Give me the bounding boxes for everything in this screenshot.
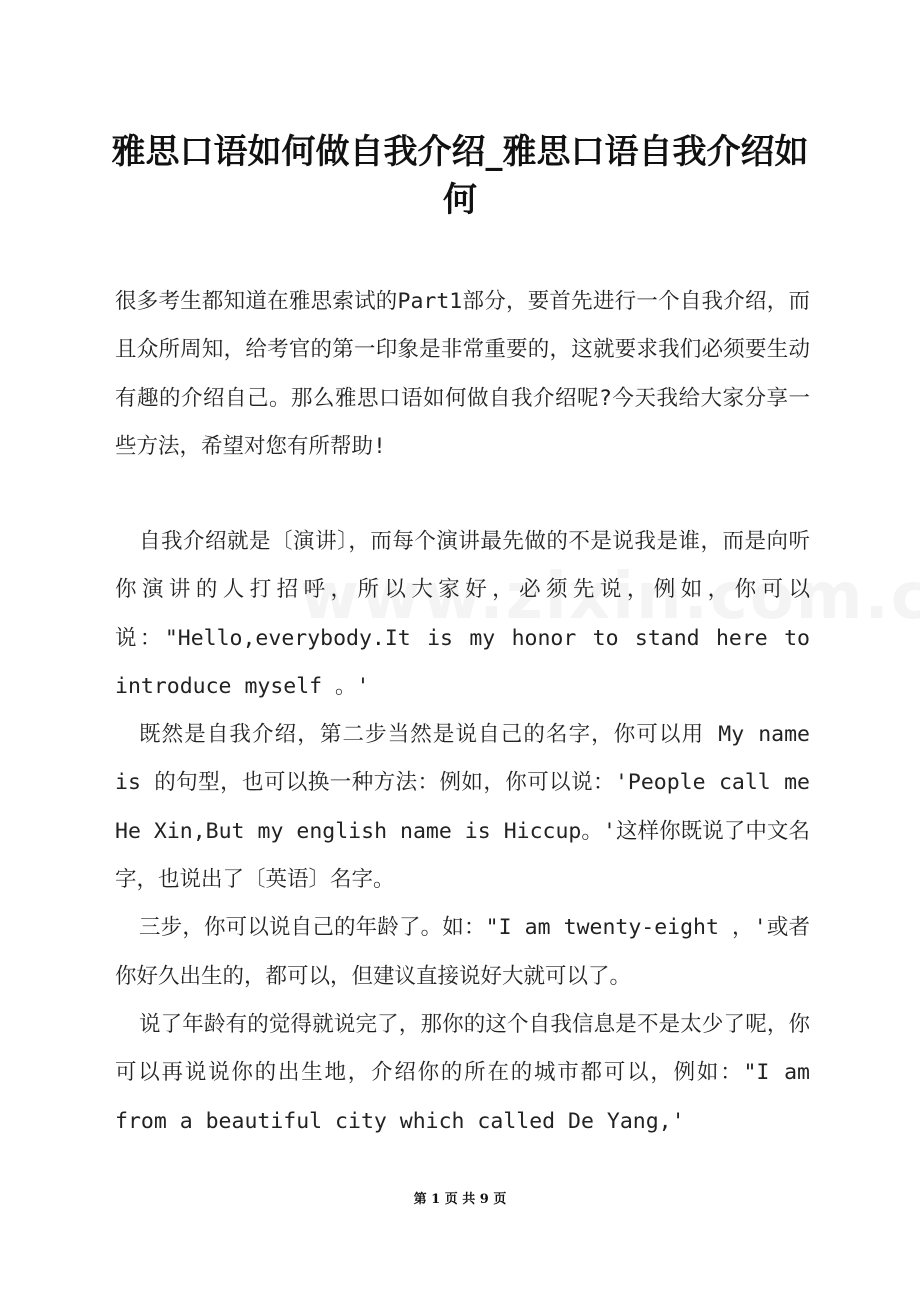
paragraph-greeting: 自我介绍就是〔演讲〕，而每个演讲最先做的不是说我是谁，而是向听你演讲的人打招呼，所以大家好，必须先说，例如，你可以说："Hello,everybody.It is my honor to stand here to introduce myself 。' bbox=[115, 529, 810, 699]
intro-paragraph: 很多考生都知道在雅思索试的Part1部分，要首先进行一个自我介绍，而且众所周知，给考官的第一印象是非常重要的，这就要求我们必须要生动有趣的介绍自己。那么雅思口语如何做自我介绍呢?今天我给大家分享一些方法，希望对您有所帮助! bbox=[115, 289, 810, 459]
page-footer: 第 1 页 共 9 页 bbox=[413, 1192, 507, 1207]
document-title: 雅思口语如何做自我介绍_雅思口语自我介绍如何 bbox=[111, 132, 809, 220]
paragraph-name: 既然是自我介绍，第二步当然是说自己的名字，你可以用 My name is 的句型，也可以换一种方法：例如，你可以说：'People call me He Xin,But my english name is Hiccup。'这样你既说了中文名字，也说出了〔英语〕名字。 bbox=[115, 722, 810, 893]
paragraph-age: 三步，你可以说自己的年龄了。如："I am twenty-eight ，'或者你好久出生的，都可以，但建议直接说好大就可以了。 bbox=[115, 915, 810, 989]
paragraph-hometown: 说了年龄有的觉得就说完了，那你的这个自我信息是不是太少了呢，你可以再说说你的出生地，介绍你的所在的城市都可以，例如："I am from a beautiful city which called De Yang,' bbox=[115, 1011, 810, 1134]
body-section bbox=[115, 518, 810, 1146]
